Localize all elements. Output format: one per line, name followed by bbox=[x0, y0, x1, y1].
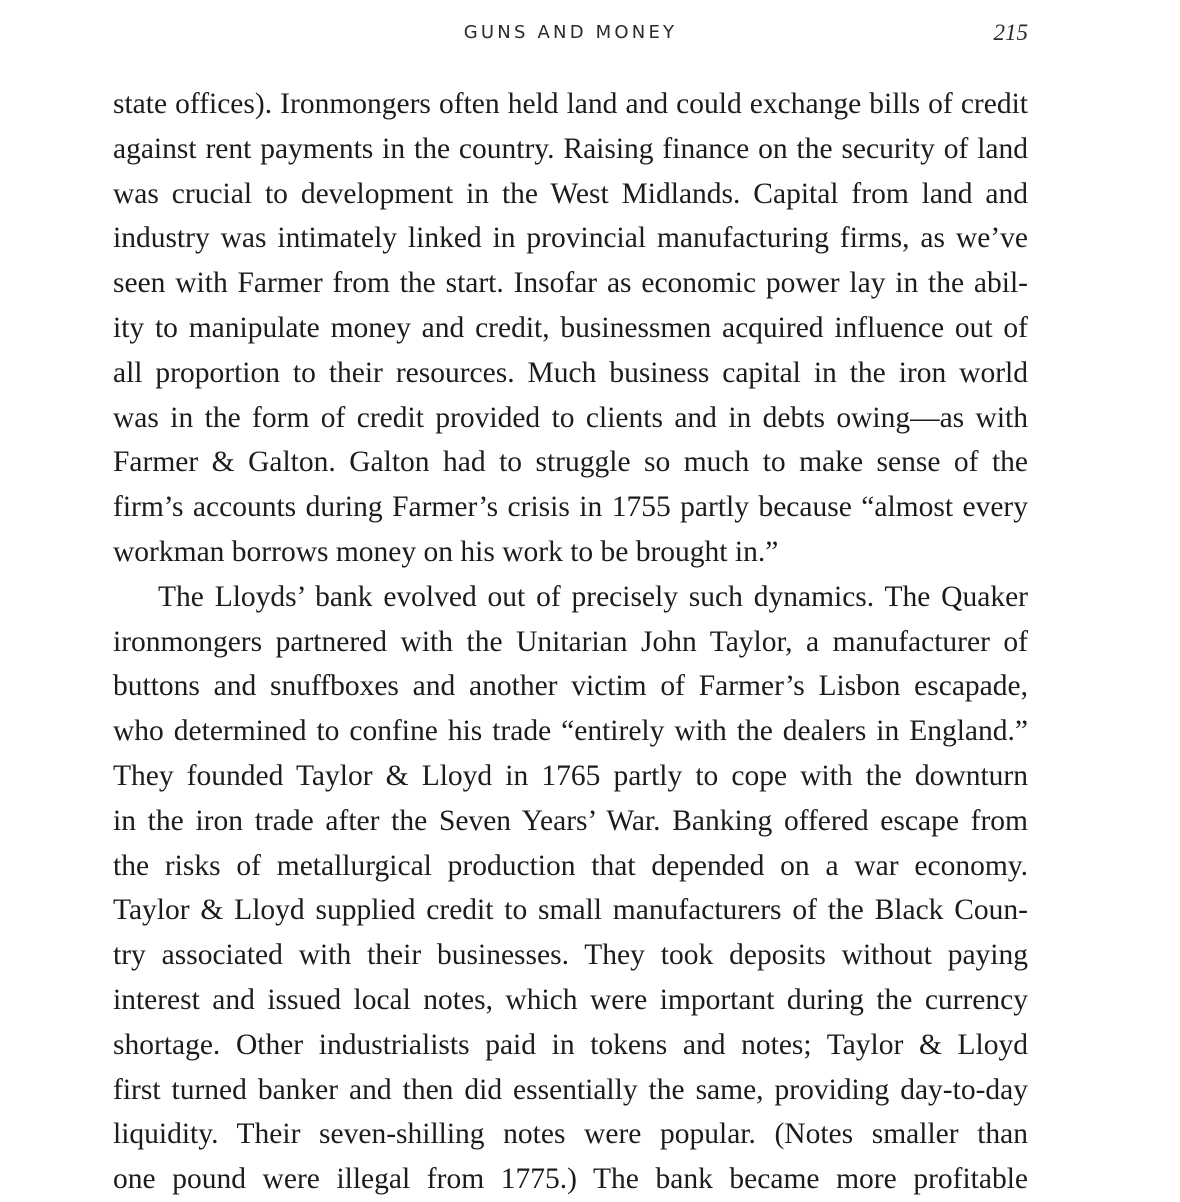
text-line: in the iron trade after the Seven Years’ War. Banking offered escape from bbox=[113, 804, 1028, 837]
text-line: all proportion to their resources. Much business capital in the iron world bbox=[113, 356, 1028, 389]
text-line: firm’s accounts during Farmer’s crisis in 1755 partly because “almost every bbox=[113, 491, 1028, 524]
text-line: seen with Farmer from the start. Insofar as economic power lay in the abil- bbox=[113, 267, 1028, 300]
text-line: try associated with their businesses. They took deposits without paying bbox=[113, 939, 1028, 972]
text-line: state offices). Ironmongers often held land and could exchange bills of credit bbox=[113, 88, 1028, 120]
text-line: liquidity. Their seven-shilling notes were popular. (Notes smaller than bbox=[113, 1118, 1028, 1151]
text-line: first turned banker and then did essentially the same, providing day-to-day bbox=[113, 1073, 1028, 1106]
text-line: They founded Taylor & Lloyd in 1765 partly to cope with the downturn bbox=[113, 759, 1028, 792]
page-number: 215 bbox=[993, 20, 1028, 45]
text-line: shortage. Other industrialists paid in tokens and notes; Taylor & Lloyd bbox=[113, 1028, 1028, 1061]
text-line: against rent payments in the country. Raising finance on the security of land bbox=[113, 132, 1028, 165]
text-line: was crucial to development in the West Midlands. Capital from land and bbox=[113, 177, 1028, 210]
body-text bbox=[113, 82, 1028, 1202]
running-title: GUNS AND MONEY bbox=[463, 22, 678, 43]
text-line: workman borrows money on his work to be brought in.” bbox=[113, 535, 779, 568]
text-line: ironmongers partnered with the Unitarian John Taylor, a manufacturer of bbox=[113, 625, 1028, 658]
running-head bbox=[113, 20, 1028, 48]
text-line: the risks of metallurgical production that depended on a war economy. bbox=[113, 849, 1028, 882]
text-line: industry was intimately linked in provincial manufacturing firms, as we’ve bbox=[113, 222, 1028, 255]
paragraph bbox=[113, 82, 1028, 575]
text-line: Taylor & Lloyd supplied credit to small manufacturers of the Black Coun- bbox=[113, 894, 1028, 927]
text-line: one pound were illegal from 1775.) The bank became more profitable bbox=[113, 1163, 1028, 1196]
text-line: who determined to confine his trade “entirely with the dealers in England.” bbox=[113, 715, 1028, 748]
text-line: The Lloyds’ bank evolved out of precisely such dynamics. The Quaker bbox=[158, 580, 1028, 613]
text-line: was in the form of credit provided to clients and in debts owing—as with bbox=[113, 401, 1028, 434]
text-line: interest and issued local notes, which were important during the currency bbox=[113, 983, 1028, 1016]
text-line: buttons and snuffboxes and another victim of Farmer’s Lisbon escapade, bbox=[113, 670, 1028, 703]
text-line: Farmer & Galton. Galton had to struggle so much to make sense of the bbox=[113, 446, 1028, 479]
text-line: ity to manipulate money and credit, businessmen acquired influence out of bbox=[113, 311, 1028, 344]
paragraph bbox=[113, 575, 1028, 1202]
